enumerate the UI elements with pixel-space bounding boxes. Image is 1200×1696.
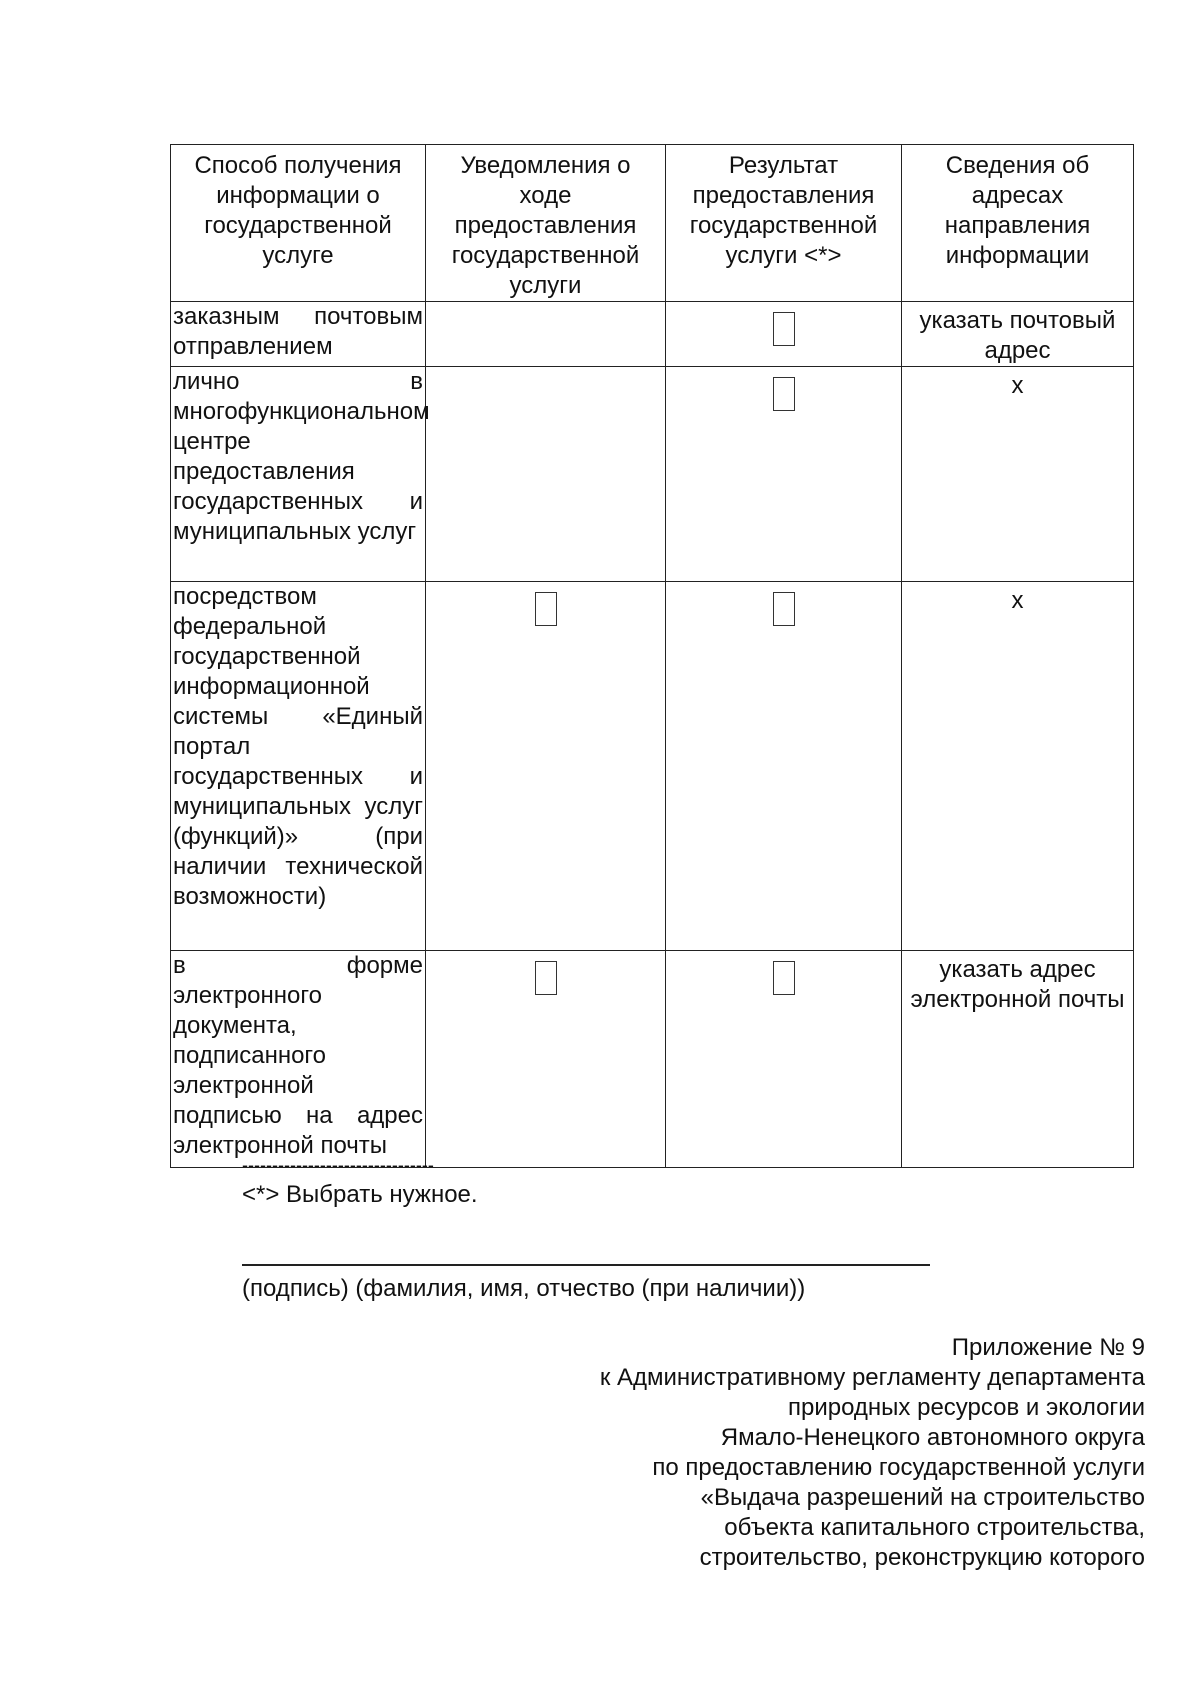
appendix-heading <box>445 1333 1145 1573</box>
signature-line <box>242 1264 930 1266</box>
header-result: Результат предоставления государственной услуги <*> <box>666 145 902 302</box>
header-notifications: Уведомления о ходе предоставления государственной услуги <box>426 145 666 302</box>
appendix-line: к Административному регламенту департамента <box>599 1364 1145 1391</box>
method-cell: в форме электронного документа, подписанного электронной подписью на адрес электронной почты <box>171 951 426 1168</box>
result-checkbox[interactable] <box>773 377 795 411</box>
appendix-line: строительство, реконструкцию которого <box>699 1544 1145 1571</box>
table-header-row <box>171 145 1134 302</box>
header-address: Сведения об адресах направления информации <box>902 145 1134 302</box>
result-checkbox[interactable] <box>773 312 795 346</box>
signature-caption: (подпись) (фамилия, имя, отчество (при наличии)) <box>242 1275 806 1302</box>
table-row <box>171 367 1134 582</box>
appendix-line: «Выдача разрешений на строительство <box>700 1484 1145 1511</box>
appendix-line: Ямало-Ненецкого автономного округа <box>720 1424 1145 1451</box>
method-cell: лично в многофункциональном центре предоставления государственных и муниципальных услуг <box>171 367 426 582</box>
address-cell: указать почтовый адрес <box>902 302 1134 367</box>
result-cell <box>666 951 902 1168</box>
appendix-line: по предоставлению государственной услуги <box>652 1454 1145 1481</box>
appendix-line: природных ресурсов и экологии <box>788 1394 1145 1421</box>
result-checkbox[interactable] <box>773 961 795 995</box>
address-cell: x <box>902 367 1134 582</box>
notify-checkbox[interactable] <box>535 592 557 626</box>
appendix-line: объекта капитального строительства, <box>724 1514 1145 1541</box>
notify-cell <box>426 302 666 367</box>
info-methods-table <box>170 144 1134 1168</box>
result-cell <box>666 582 902 951</box>
footnote-text: <*> Выбрать нужное. <box>242 1181 478 1208</box>
address-cell: x <box>902 582 1134 951</box>
notify-cell <box>426 367 666 582</box>
table-row <box>171 302 1134 367</box>
table-row <box>171 582 1134 951</box>
appendix-line: Приложение № 9 <box>951 1334 1145 1361</box>
table-row <box>171 951 1134 1168</box>
result-checkbox[interactable] <box>773 592 795 626</box>
footnote-separator: -------------------------------- <box>242 1155 434 1175</box>
notify-checkbox[interactable] <box>535 961 557 995</box>
header-method: Способ получения информации о государственной услуге <box>171 145 426 302</box>
notify-cell <box>426 582 666 951</box>
notify-cell <box>426 951 666 1168</box>
address-cell: указать адрес электронной почты <box>902 951 1134 1168</box>
method-cell: посредством федеральной государственной информационной системы «Единый портал государственных и муниципальных услуг (функций)» (при наличии технической возможности) <box>171 582 426 951</box>
result-cell <box>666 302 902 367</box>
result-cell <box>666 367 902 582</box>
method-cell: заказным почтовым отправлением <box>171 302 426 367</box>
